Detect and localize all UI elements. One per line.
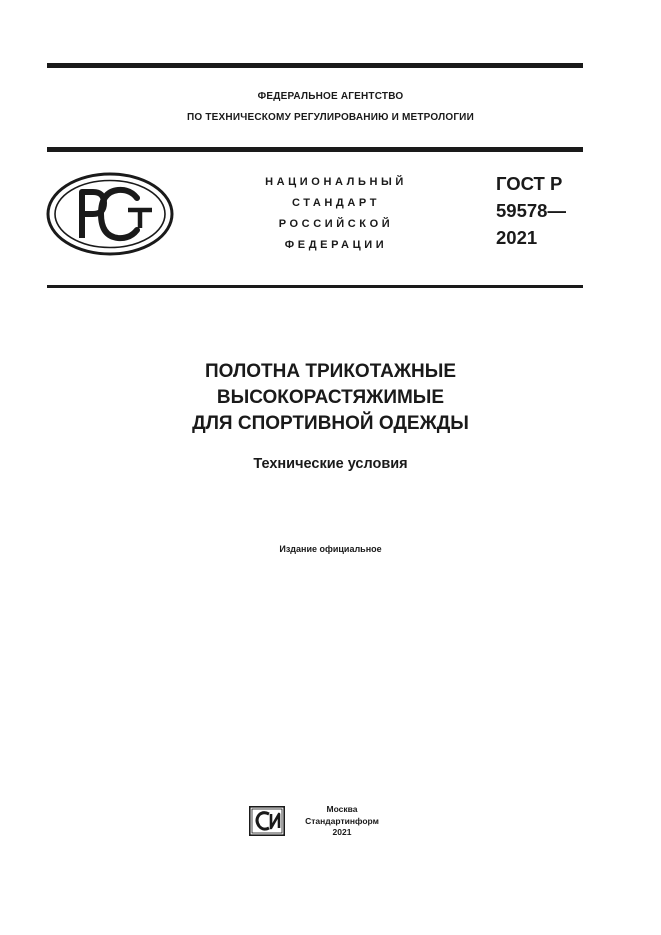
publisher-year: 2021 bbox=[332, 827, 352, 837]
top-rule bbox=[47, 63, 583, 68]
standartinform-logo-icon bbox=[249, 806, 285, 836]
rst-certification-mark-icon bbox=[46, 172, 174, 256]
agency-line-2: ПО ТЕХНИЧЕСКОМУ РЕГУЛИРОВАНИЮ И МЕТРОЛОГИИ bbox=[187, 112, 474, 123]
edition-label: Издание официальное bbox=[279, 544, 382, 554]
national-line: СТАНДАРТ bbox=[291, 197, 381, 209]
document-title bbox=[0, 359, 661, 437]
publisher-city: Москва bbox=[326, 804, 358, 814]
gost-line: ГОСТ Р bbox=[496, 173, 563, 194]
gost-line: 2021 bbox=[496, 227, 538, 248]
standard-rule bbox=[47, 285, 583, 288]
title-line: ВЫСОКОРАСТЯЖИМЫЕ bbox=[216, 387, 445, 408]
gost-line: 59578— bbox=[496, 200, 566, 221]
agency-line-1: ФЕДЕРАЛЬНОЕ АГЕНТСТВО bbox=[257, 91, 404, 102]
document-subtitle: Технические условия bbox=[253, 456, 408, 472]
title-line: ДЛЯ СПОРТИВНОЙ ОДЕЖДЫ bbox=[192, 413, 469, 434]
national-line: НАЦИОНАЛЬНЫЙ bbox=[265, 176, 407, 188]
header-rule bbox=[47, 147, 583, 152]
publisher-name: Стандартинформ bbox=[305, 815, 379, 826]
gost-number bbox=[496, 170, 566, 251]
title-line: ПОЛОТНА ТРИКОТАЖНЫЕ bbox=[204, 361, 456, 382]
national-line: ФЕДЕРАЦИИ bbox=[284, 239, 388, 251]
national-standard-label bbox=[236, 172, 436, 256]
publisher-info bbox=[294, 804, 390, 839]
national-line: РОССИЙСКОЙ bbox=[278, 218, 394, 230]
